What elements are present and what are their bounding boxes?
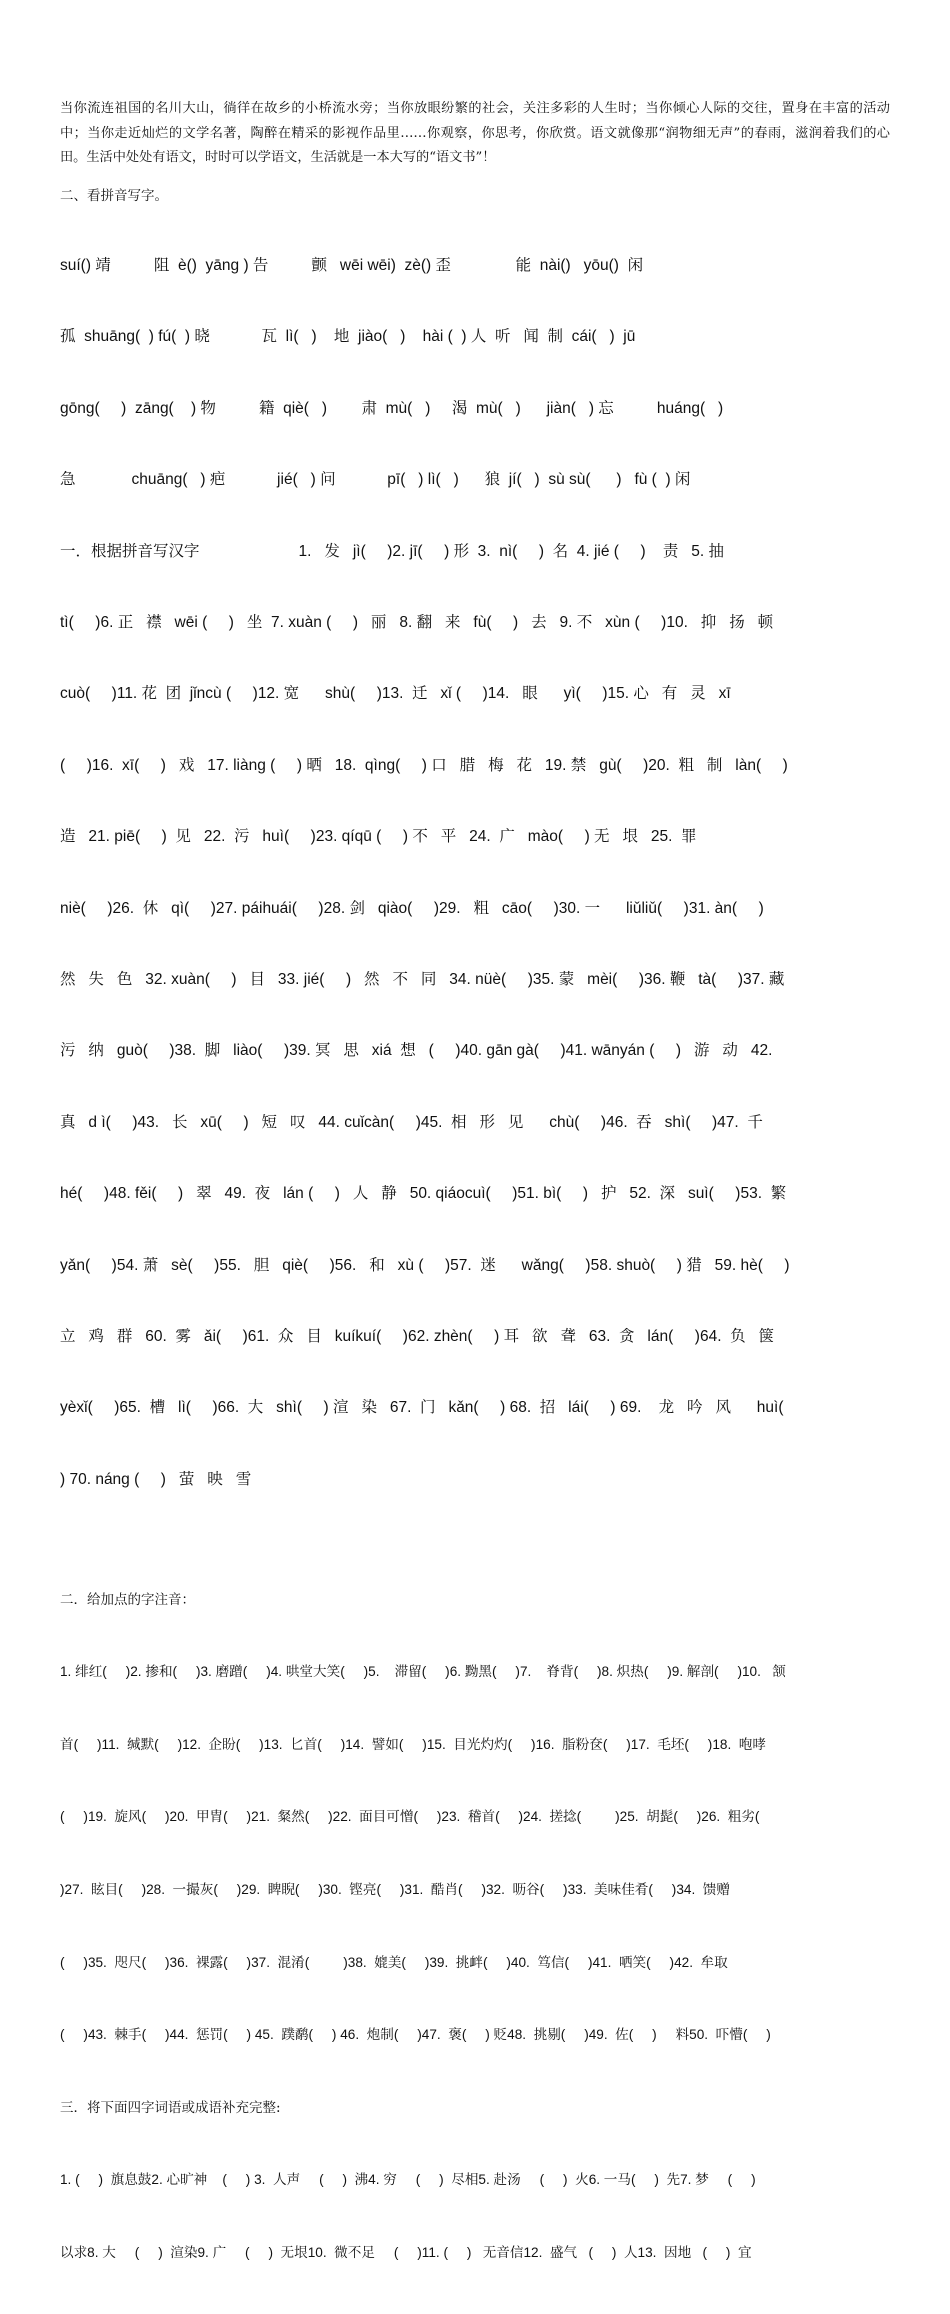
- pinyin-line: 急 chuāng( ) 疤 jié( ) 问 pī( ) lì( ) 狼 jí( ) sù sù( ) fù ( ) 闲: [60, 471, 691, 489]
- hanzi-line: yǎn( )54. 萧 sè( )55. 胆 qiè( )56. 和 xù ( )57. 迷 wǎng( )58. shuò( ) 猎 59. hè( ): [60, 1256, 790, 1274]
- intro-paragraph: 当你流连祖国的名川大山，徜徉在故乡的小桥流水旁；当你放眼纷繁的社会，关注多彩的人生时；当你倾心人际的交往，置身在丰富的活动中；当你走近灿烂的文学名著，陶醉在精采的影视作品里……你观察，你思考，你欣赏。语文就像那“润物细无声”的春雨，滋润着我们的心田。生活中处处有语文，时时可以学语文，生活就是一本大写的“语文书”！: [60, 101, 890, 165]
- hanzi-line: 造 21. piē( ) 见 22. 污 huì( )23. qíqū ( ) 不 平 24. 广 mào( ) 无 垠 25. 罪: [60, 828, 697, 846]
- fill-line: 以求8. 大 ( ) 渲染9. 广 ( ) 无垠10. 微不足 ( )11. ( ) 无音信12. 盛气 ( ) 人13. 因地 ( ) 宜: [60, 2245, 752, 2261]
- hanzi-line: 污 纳 guò( )38. 脚 liào( )39. 冥 思 xiá 想 ( )40. gān gà( )41. wānyán ( ) 游 动 42.: [60, 1042, 773, 1060]
- hanzi-line: ( )16. xī( ) 戏 17. liàng ( ) 晒 18. qìng( ) 口 腊 梅 花 19. 禁 gù( )20. 粗 制 làn( ): [60, 756, 788, 774]
- zhuyin-line: ( )43. 棘手( )44. 惩罚( ) 45. 蹼鹬( ) 46. 炮制( )47. 褒( ) 贬48. 挑剔( )49. 佐( ) 料50. 吓懵( ): [60, 2027, 771, 2043]
- zhuyin-exercise: [60, 1539, 890, 2314]
- pinyin-line: gōng( ) zāng( ) 物 籍 qiè( ) 肃 mù( ) 渴 mù( ) jiàn( ) 忘 huáng( ): [60, 399, 724, 417]
- zhuyin-line: )27. 眩目( )28. 一撮灰( )29. 睥睨( )30. 铿亮( )31. 酷肖( )32. 呖谷( )33. 美味佳肴( )34. 馈赠: [60, 1881, 730, 1897]
- zhuyin-line: ( )35. 咫尺( )36. 裸露( )37. 混淆( )38. 媲美( )39. 挑衅( )40. 笃信( )41. 哂笑( )42. 牟取: [60, 1954, 728, 1970]
- hanzi-line: tì( )6. 正 襟 wēi ( ) 坐 7. xuàn ( ) 丽 8. 翻 来 fù( ) 去 9. 不 xùn ( )10. 抑 扬 顿: [60, 614, 774, 632]
- pinyin-section-title: 二、看拼音写字。: [60, 187, 168, 204]
- zhuyin-line: 首( )11. 缄默( )12. 企盼( )13. 匕首( )14. 譬如( )15. 目光灼灼( )16. 脂粉奁( )17. 毛坯( )18. 咆哮: [60, 1736, 766, 1752]
- zhuyin-line: ( )19. 旋风( )20. 甲胄( )21. 粲然( )22. 面目可憎( )23. 稽首( )24. 搓捻( )25. 胡髭( )26. 粗劣(: [60, 1809, 760, 1825]
- hanzi-line: 然 失 色 32. xuàn( ) 目 33. jié( ) 然 不 同 34. nüè( )35. 蒙 mèi( )36. 鞭 tà( )37. 藏: [60, 971, 785, 988]
- pinyin-exercise: [60, 207, 890, 1540]
- hanzi-line: yèxǐ( )65. 槽 lì( )66. 大 shì( ) 渲 染 67. 门 kǎn( ) 68. 招 lái( ) 69. 龙 吟 风 huì(: [60, 1399, 784, 1417]
- zhuyin-section-title: 二．给加点的字注音：: [60, 1591, 195, 1608]
- zhuyin-line: 1. 绯红( )2. 掺和( )3. 磨蹭( )4. 哄堂大笑( )5. 滞留( )6. 黝黑( )7. 脊背( )8. 炽热( )9. 解剖( )10. 颔: [60, 1664, 786, 1680]
- fill-section-title: 三．将下面四字词语或成语补充完整:: [60, 2099, 281, 2116]
- pinyin-line: 孤 shuāng( ) fú( ) 晓 瓦 lì( ) 地 jiào( ) hài ( ) 人 听 闻 制 cái( ) jū: [60, 328, 636, 346]
- hanzi-line: 立 鸡 群 60. 雾 ǎi( )61. 众 目 kuíkuí( )62. zhèn( ) 耳 欲 聋 63. 贪 lán( )64. 负 箧: [60, 1327, 775, 1345]
- hanzi-line: 一．根据拼音写汉字 1. 发 jì( )2. jī( ) 形 3. nì( ) 名 4. jié ( ) 责 5. 抽: [60, 542, 725, 560]
- hanzi-line: 真 d ì( )43. 长 xū( ) 短 叹 44. cuǐcàn( )45. 相 形 见 chù( )46. 吞 shì( )47. 千: [60, 1113, 763, 1131]
- hanzi-line: cuò( )11. 花 团 jǐncù ( )12. 宽 shù( )13. 迁 xǐ ( )14. 眼 yì( )15. 心 有 灵 xī: [60, 685, 731, 703]
- document-page: [60, 97, 890, 2314]
- fill-line: 1. ( ) 旗息鼓2. 心旷神 ( ) 3. 人声 ( ) 沸4. 穷 ( ) 尽相5. 赴汤 ( ) 火6. 一马( ) 先7. 梦 ( ): [60, 2172, 756, 2188]
- hanzi-line: hé( )48. fěi( ) 翠 49. 夜 lán ( ) 人 静 50. qiáocuì( )51. bì( ) 护 52. 深 suì( )53. 繁: [60, 1185, 787, 1203]
- hanzi-line: niè( )26. 休 qì( )27. páihuái( )28. 剑 qiào( )29. 粗 cāo( )30. 一 liǔliǔ( )31. àn( ): [60, 899, 764, 917]
- hanzi-line: ) 70. náng ( ) 萤 映 雪: [60, 1470, 252, 1488]
- pinyin-line: suí() 靖 阻 è() yāng ) 告 颤 wēi wēi) zè() 歪 能 nài() yōu() 闲: [60, 257, 644, 275]
